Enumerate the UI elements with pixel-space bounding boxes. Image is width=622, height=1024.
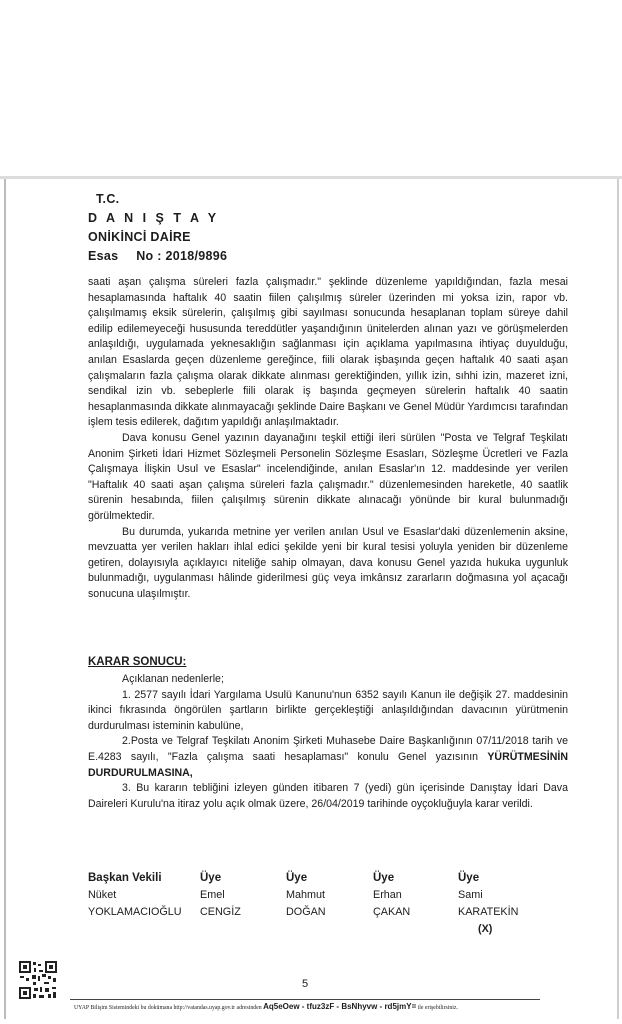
body-paragraph-1: saati aşan çalışma süreleri fazla çalışmadır." şeklinde düzenleme yapıldığından, fazla mesai hesaplamasında haftalık 40 saatin fiilen çalışılmış süreler üzerinden mi yoksa izin, rapor vb. çalışılmamış eksik sürelerin, çalışılmış gibi sayılması sonucunda hesaplanan toplam süreye dahil edilip edilemeyeceği hususunda tereddütler yaşandığının ünitelerden alınan yazı ve görüşmelerden anlaşıldığı, uygulamada yeknesaklığın sağlanması için açıklama yapılmasına ihtiyaç duyulduğu, anılan Esaslarda geçen düzenleme gereğince, fiili olarak işbaşında geçen haftalık 40 saati aşan çalışmaların fazla çalışma olarak dikkate alınması gerektiğinden, yıllık izin, sıhhi izin, mazeret izni, sendikal izin vb. sebeplerle fiili olarak iş başında geçmeyen sürelerin haftalık 40 saatin hesaplanmasında dikkate alınmayacağı şeklinde Daire Başkanı ve Genel Müdür Yardımcısı tarafından işlem tesis edilerek, dağıtım yapıldığı anlaşılmaktadır. — [88, 276, 568, 429]
scan-edge-top — [0, 176, 622, 179]
signature-role: Üye — [200, 872, 222, 884]
header-tc: T.C. — [96, 192, 120, 206]
signature-last-name: ÇAKAN — [373, 906, 411, 918]
footer — [74, 1002, 458, 1011]
body-paragraph-2: Dava konusu Genel yazının dayanağını teşkil ettiği ileri sürülen "Posta ve Telgraf Teşkilatı Anonim Şirketi İdari Hizmet Sözleşmeli Personelin Sözleşme Esasları, Sözleşme Ücretleri ve Fazla Çalışmaya İlişkin Usul ve Esaslar" incelendiğinde, anılan Esaslar'ın 12. maddesinde yer verilen "Haftalık 40 saati aşan çalışma süreleri fazla çalışmadır." düzenlemesinden hareketle, 40 saatlik sürenin hesabında, fiilen çalışılmış sürenin dikkate alınacağı yönünde bir kural bulunmadığı görülmektedir. — [88, 431, 568, 522]
signature-first-name: Sami — [458, 889, 483, 901]
karar-title: KARAR SONUCU: — [88, 656, 187, 668]
signature-role: Üye — [458, 872, 480, 884]
karar-item-1: 1. 2577 sayılı İdari Yargılama Usulü Kanunu'nun 6352 sayılı Kanun ile değişik 27. maddesinin ikinci fıkrasında öngörülen şartların birlikte gerçekleştiği anlaşıldığından davacının yürütmenin durdurulması isteminin kabulüne, — [88, 688, 568, 732]
footer-divider — [70, 999, 540, 1000]
karar-item-2-text: 2.Posta ve Telgraf Teşkilatı Anonim Şirketi Muhasebe Daire Başkanlığının 07/11/2018 tarih ve E.4283 sayılı, "Fazla çalışma saati hesaplaması" konulu Genel yazısının — [88, 735, 568, 763]
karar-item-3: 3. Bu kararın tebliğini izleyen günden itibaren 7 (yedi) gün içerisinde Danıştay İdari Dava Daireleri Kurulu'na itiraz yolu açık olmak üzere, 26/04/2019 tarihinde oyçokluğuyla karar verildi. — [88, 782, 568, 810]
signature-uye-4 — [458, 870, 518, 938]
signature-first-name: Emel — [200, 889, 225, 901]
document-body — [88, 275, 568, 602]
signature-first-name: Nüket — [88, 889, 117, 901]
signature-first-name: Erhan — [373, 889, 402, 901]
qr-code-icon — [18, 960, 58, 1000]
signature-first-name: Mahmut — [286, 889, 326, 901]
signature-last-name: KARATEKİN — [458, 906, 519, 918]
esas-number: No : 2018/9896 — [136, 249, 228, 263]
karar-body — [88, 672, 568, 812]
footer-prefix: UYAP Bilişim Sistemindeki bu dokümana http://vatandas.uyap.gov.tr adresinden — [74, 1005, 262, 1011]
karar-intro: Açıklanan nedenlerle; — [122, 673, 224, 685]
page-number: 5 — [302, 978, 309, 990]
signature-last-name: YOKLAMACIOĞLU — [88, 906, 182, 918]
footer-suffix: ile erişebilirsiniz. — [417, 1005, 458, 1011]
signature-uye-3 — [373, 870, 410, 921]
header-chamber: ONİKİNCİ DAİRE — [88, 230, 191, 244]
signature-baskan-vekili — [88, 870, 182, 921]
header-esas — [88, 247, 227, 266]
header-court: D A N I Ş T A Y — [88, 211, 220, 225]
scan-edge-right — [617, 179, 619, 1019]
signature-uye-1 — [200, 870, 241, 921]
signature-role: Üye — [373, 872, 395, 884]
signature-role: Üye — [286, 872, 308, 884]
verification-code: Aq5eOew - tfuz3zF - BsNhyvw - rd5jmY= — [263, 1002, 417, 1011]
signature-role: Başkan Vekili — [88, 872, 162, 884]
body-paragraph-3: Bu durumda, yukarıda metnine yer verilen anılan Usul ve Esaslar'daki düzenlemenin aksine, mevzuatta yer verilen hakları ihlal edici şekilde yeni bir kural tesisi yoluyla yeniden bir düzenleme getiren, dolayısıyla açıklayıcı niteliğe sahip olmayan, dava konusu Genel yazıda hukuka uygunluk bulunmadığı, uygulanması hâlinde giderilmesi güç veya imkânsız zararların doğmasına yol açacağı sonucuna ulaşılmıştır. — [88, 525, 568, 600]
dissent-mark: (X) — [478, 923, 493, 935]
signature-last-name: DOĞAN — [286, 906, 326, 918]
karar-item-2-decision: YÜRÜTMESİNİN DURDURULMASINA, — [88, 750, 568, 779]
signature-uye-2 — [286, 870, 326, 921]
esas-label: Esas — [88, 249, 119, 263]
document-header — [88, 190, 227, 266]
karar-item-2 — [88, 734, 568, 781]
scan-edge-left — [4, 179, 6, 1019]
signature-last-name: CENGİZ — [200, 906, 241, 918]
